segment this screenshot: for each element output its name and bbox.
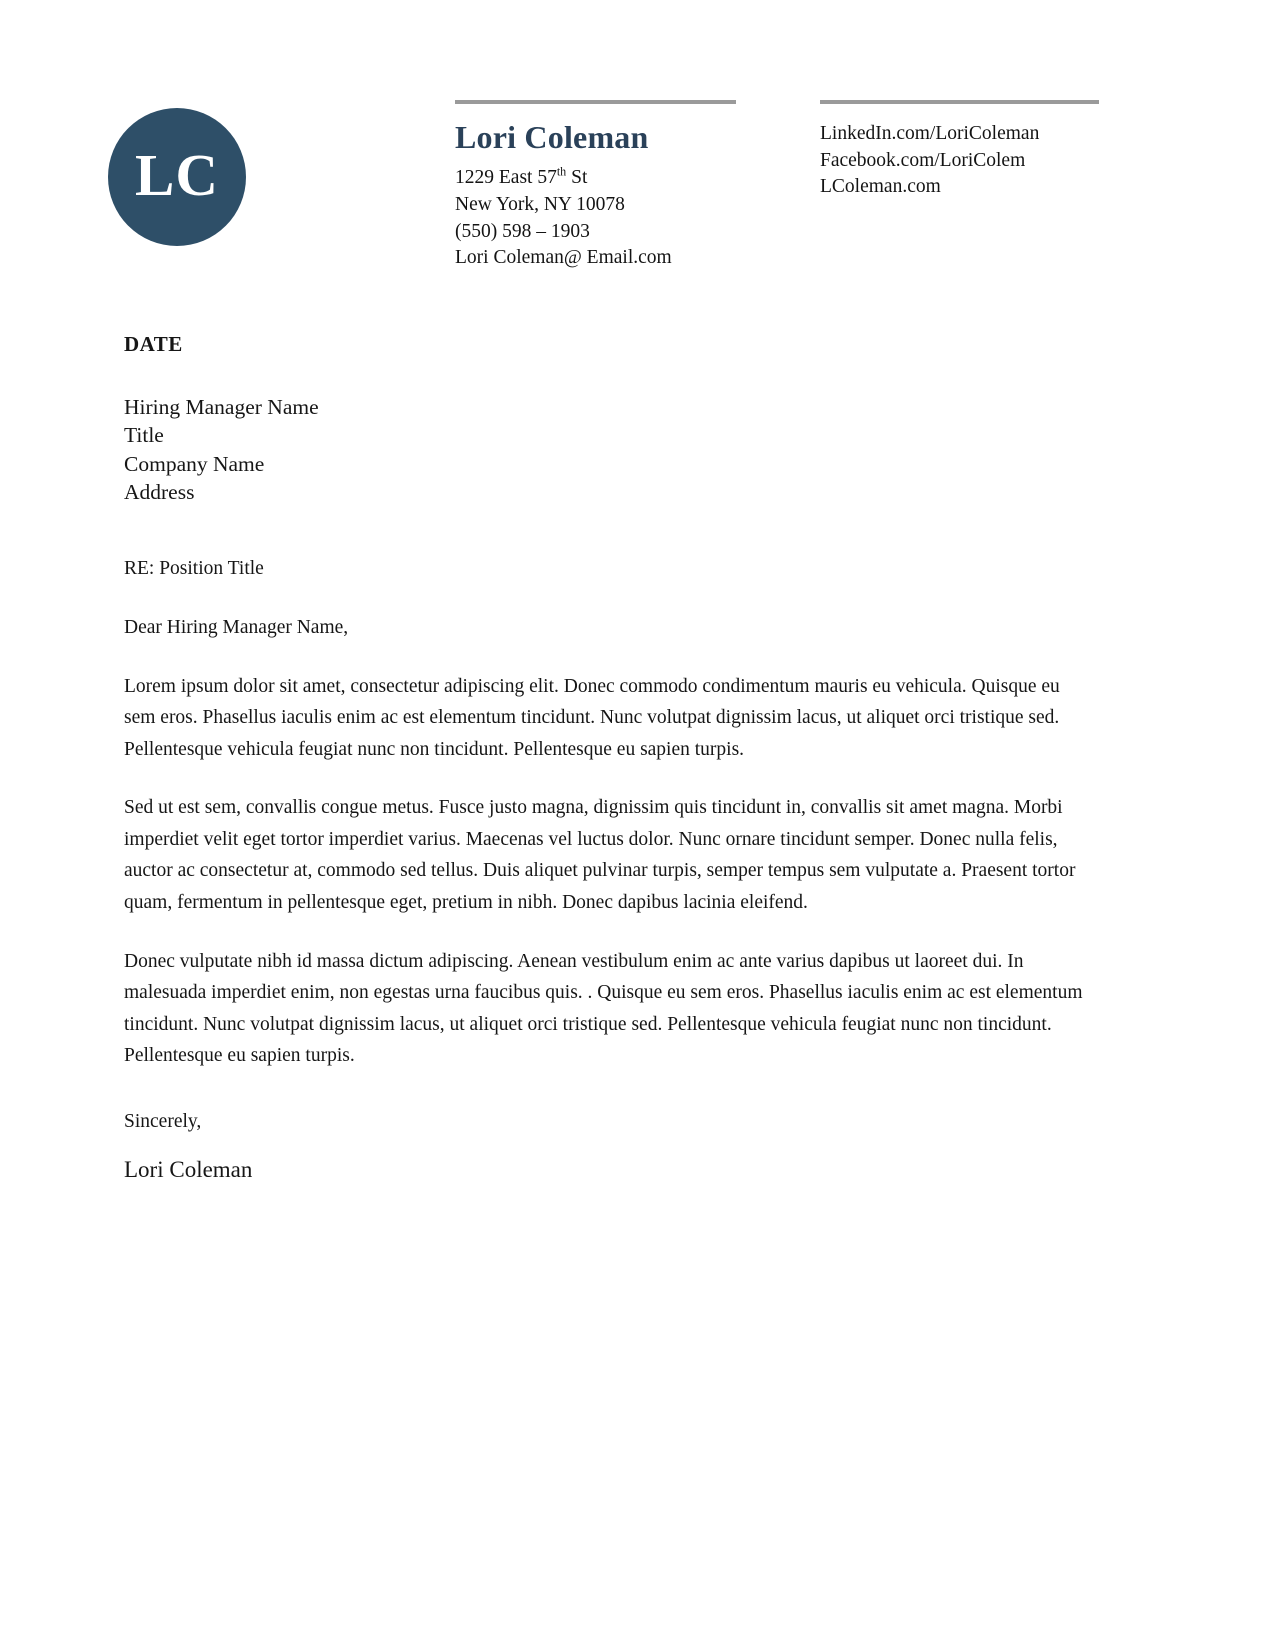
letter-paragraph: Donec vulputate nibh id massa dictum adipiscing. Aenean vestibulum enim ac ante varius dapibus ut laoreet dui. In malesuada imperdiet enim, non egestas urna faucibus quis. . Quisque eu sem eros. Phasellus iaculis enim ac est elementum tincidunt. Nunc volutpat dignissim lacus, ut aliquet orci tristique sed. Pellentesque vehicula feugiat nunc non tincidunt. Pellentesque eu sapien turpis.: [124, 950, 1083, 1067]
contact-phone[interactable]: (550) 598 – 1903: [455, 220, 590, 242]
letter-body: [124, 332, 1089, 1185]
recipient-company: Company Name: [124, 451, 265, 476]
contact-street-rest: St: [566, 167, 588, 189]
contact-details: [455, 165, 755, 272]
identity-top-rule: [455, 100, 736, 104]
contact-city-state-zip: New York, NY 10078: [455, 193, 625, 215]
identity-block: [455, 100, 755, 272]
website-link[interactable]: LColeman.com: [820, 176, 941, 198]
subject-line: RE: Position Title: [124, 557, 264, 579]
letter-paragraph: Sed ut est sem, convallis congue metus. Fusce justo magna, dignissim quis tincidunt in, convallis sit amet magna. Morbi imperdiet velit eget tortor imperdiet varius. Maecenas vel luctus dolor. Nunc ornare tincidunt semper. Donec nulla felis, auctor ac consectetur at, commodo sed tellus. Duis aliquet pulvinar turpis, semper tempus sem vulputate a. Praesent tortor quam, fermentum in pellentesque eget, pretium in nibh. Donec dapibus lacinia eleifend.: [124, 797, 1076, 913]
signature-name: Lori Coleman: [124, 1157, 253, 1183]
date-placeholder: DATE: [124, 332, 183, 356]
contact-street-number: 1229 East 57: [455, 167, 557, 189]
recipient-address-block: [124, 393, 1089, 506]
logo-initials: LC: [135, 141, 219, 208]
linkedin-link[interactable]: LinkedIn.com/LoriColeman: [820, 123, 1040, 144]
salutation: Dear Hiring Manager Name,: [124, 617, 349, 639]
facebook-link[interactable]: Facebook.com/LoriColem: [820, 149, 1026, 171]
letter-paragraphs: [124, 671, 1089, 1072]
social-links-list: [820, 121, 1120, 201]
letter-paragraph: Lorem ipsum dolor sit amet, consectetur adipiscing elit. Donec commodo condimentum mauris eu vehicula. Quisque eu sem eros. Phasellus iaculis enim ac est elementum tincidunt. Nunc volutpat dignissim lacus, ut aliquet orci tristique sed. Pellentesque vehicula feugiat nunc non tincidunt. Pellentesque eu sapien turpis.: [124, 675, 1060, 760]
social-links-block: [820, 100, 1120, 201]
recipient-address: Address: [124, 479, 195, 504]
monogram-logo: [108, 108, 246, 246]
recipient-name: Hiring Manager Name: [124, 395, 319, 420]
contact-email[interactable]: Lori Coleman@ Email.com: [455, 247, 672, 269]
recipient-title: Title: [124, 423, 164, 448]
contact-street-ordinal-suffix: th: [556, 164, 567, 179]
social-top-rule: [820, 100, 1099, 104]
letterhead-header: [0, 0, 1275, 300]
contact-street: [455, 165, 755, 192]
closing-salutation: Sincerely,: [124, 1110, 202, 1132]
page-title: Lori Coleman: [455, 119, 649, 155]
